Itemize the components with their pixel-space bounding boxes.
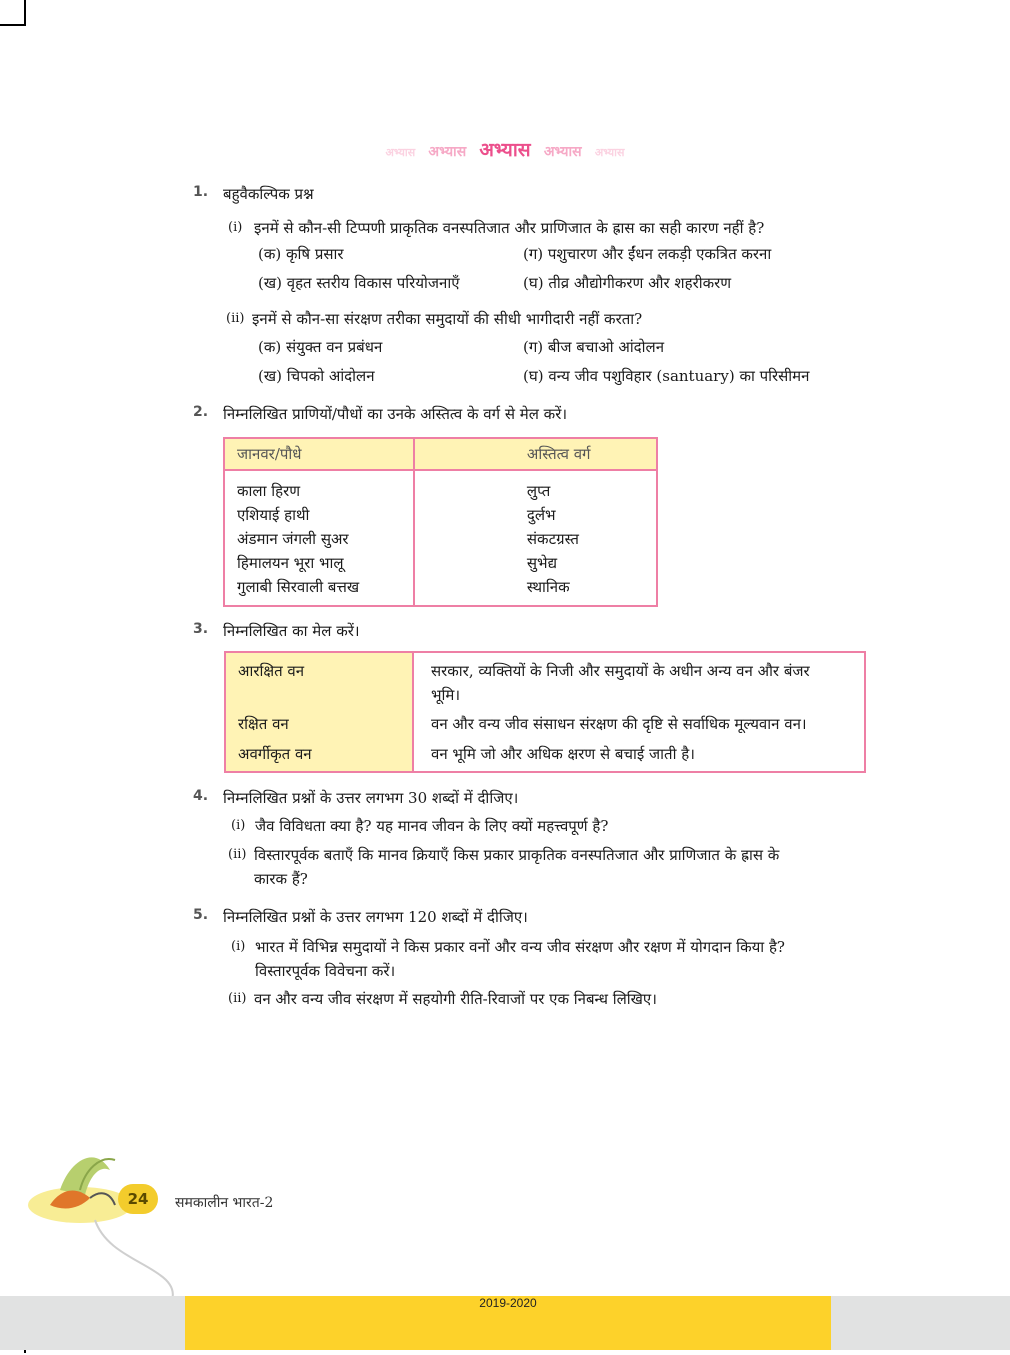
option: (क) कृषि प्रसार xyxy=(258,245,344,263)
match-table-forests xyxy=(224,651,866,773)
option: (घ) वन्य जीव पशुविहार (santuary) का परिसीमन xyxy=(523,367,810,385)
question-number: 5. xyxy=(193,907,209,923)
footer-bar-left xyxy=(0,1296,185,1350)
question-number: 4. xyxy=(193,788,209,804)
subquestion-number: (i) xyxy=(231,939,246,954)
subquestion-number: (i) xyxy=(228,220,243,235)
page-number: 24 xyxy=(118,1184,158,1214)
banner-word: अभ्यास xyxy=(543,144,582,160)
match-table-species xyxy=(223,437,658,607)
table-cell: दुर्लभ xyxy=(414,503,657,527)
table-row xyxy=(224,470,657,503)
question-text: निम्नलिखित प्राणियों/पौधों का उनके अस्तित्व के वर्ग से मेल करें। xyxy=(223,405,568,423)
table-cell: संकटग्रस्त xyxy=(414,527,657,551)
table-cell: स्थानिक xyxy=(414,575,657,606)
table-header-row xyxy=(224,438,657,470)
forest-description: वन और वन्य जीव संसाधन संरक्षण की दृष्टि से सर्वाधिक मूल्यवान वन। xyxy=(431,715,807,733)
column-header: जानवर/पौधे xyxy=(224,438,414,470)
option: (ख) चिपको आंदोलन xyxy=(258,367,375,385)
table-cell: एशियाई हाथी xyxy=(237,506,310,524)
subquestion-number: (i) xyxy=(231,818,246,833)
table-cell: गुलाबी सिरवाली बत्तख xyxy=(237,578,360,596)
table-cell: काला हिरण xyxy=(237,482,301,500)
table-cell: हिमालयन भूरा भालू xyxy=(237,554,344,572)
subquestion-text: विस्तारपूर्वक विवेचना करें। xyxy=(255,962,396,980)
subquestion-text: विस्तारपूर्वक बताएँ कि मानव क्रियाएँ किस प्रकार प्राकृतिक वनस्पतिजात और प्राणिजात के ह्रास के xyxy=(254,846,780,864)
subquestion-text: वन और वन्य जीव संरक्षण में सहयोगी रीति-रिवाजों पर एक निबन्ध लिखिए। xyxy=(254,990,657,1008)
question-text: निम्नलिखित का मेल करें। xyxy=(223,622,360,640)
question-text: निम्नलिखित प्रश्नों के उत्तर लगभग 120 शब्दों में दीजिए। xyxy=(223,908,528,926)
subquestion-number: (ii) xyxy=(228,847,247,862)
forest-type: आरक्षित वन xyxy=(238,662,305,680)
footer-illustration xyxy=(0,1150,200,1300)
subquestion-number: (ii) xyxy=(226,311,245,326)
option: (घ) तीव्र औद्योगीकरण और शहरीकरण xyxy=(523,274,732,292)
question-number: 1. xyxy=(193,184,209,200)
table-cell: सुभेद्य xyxy=(414,551,657,575)
forest-description: वन भूमि जो और अधिक क्षरण से बचाई जाती है। xyxy=(431,745,695,763)
subquestion-text: इनमें से कौन-सा संरक्षण तरीका समुदायों की सीधी भागीदारी नहीं करता? xyxy=(252,310,643,328)
table-row xyxy=(224,575,657,606)
subquestion-text: भारत में विभिन्न समुदायों ने किस प्रकार वनों और वन्य जीव संरक्षण और रक्षण में योगदान किया है? xyxy=(255,938,785,956)
table-row xyxy=(224,503,657,527)
subquestion-text: इनमें से कौन-सी टिप्पणी प्राकृतिक वनस्पतिजात और प्राणिजात के ह्रास का सही कारण नहीं है? xyxy=(254,219,765,237)
subquestion-text: जैव विविधता क्या है? यह मानव जीवन के लिए क्यों महत्त्वपूर्ण है? xyxy=(255,817,609,835)
session-year: 2019-2020 xyxy=(479,1296,537,1310)
subquestion-text: कारक हैं? xyxy=(254,870,308,888)
table-cell: अंडमान जंगली सुअर xyxy=(237,530,349,548)
option: (ख) वृहत स्तरीय विकास परियोजनाएँ xyxy=(258,274,460,292)
option: (ग) बीज बचाओ आंदोलन xyxy=(523,338,665,356)
table-row xyxy=(224,551,657,575)
question-text: निम्नलिखित प्रश्नों के उत्तर लगभग 30 शब्दों में दीजिए। xyxy=(223,789,519,807)
option: (ग) पशुचारण और ईंधन लकड़ी एकत्रित करना xyxy=(523,245,772,263)
option: (क) संयुक्त वन प्रबंधन xyxy=(258,338,383,356)
exercise-banner xyxy=(0,136,1010,162)
question-number: 3. xyxy=(193,621,209,637)
column-header: अस्तित्व वर्ग xyxy=(414,438,657,470)
subquestion-number: (ii) xyxy=(228,991,247,1006)
book-title: समकालीन भारत-2 xyxy=(175,1195,274,1211)
table-row xyxy=(224,527,657,551)
forest-type: रक्षित वन xyxy=(238,715,289,733)
question-number: 2. xyxy=(193,404,209,420)
forest-type: अवर्गीकृत वन xyxy=(238,745,312,763)
crop-mark-top-left xyxy=(0,0,26,26)
question-text: बहुवैकल्पिक प्रश्न xyxy=(223,185,314,203)
forest-description: भूमि। xyxy=(431,686,461,704)
banner-word-main: अभ्यास xyxy=(479,139,531,161)
footer-bar-right xyxy=(831,1296,1010,1350)
table-cell: लुप्त xyxy=(414,470,657,503)
forest-description: सरकार, व्यक्तियों के निजी और समुदायों के अधीन अन्य वन और बंजर xyxy=(431,662,810,680)
banner-word: अभ्यास xyxy=(428,144,467,160)
banner-word: अभ्यास xyxy=(385,146,416,159)
banner-word: अभ्यास xyxy=(594,146,625,159)
